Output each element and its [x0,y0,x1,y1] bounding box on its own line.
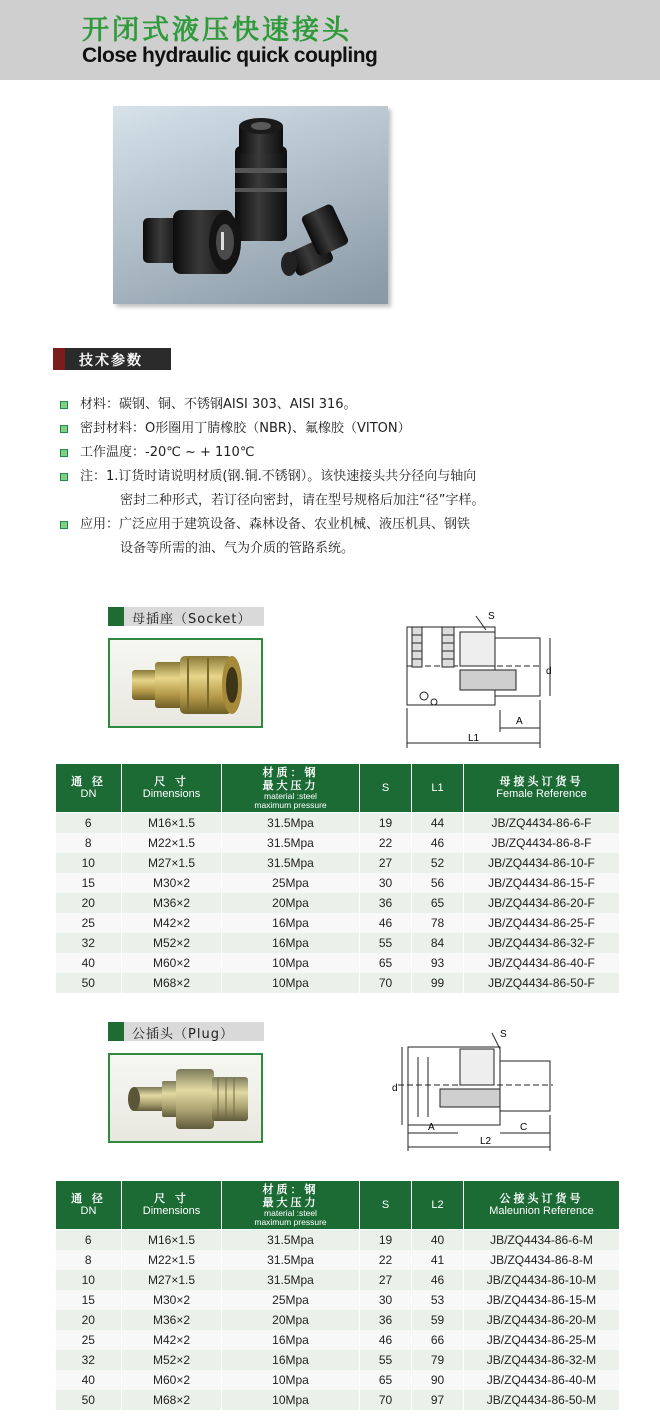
bullet-icon [60,449,68,457]
table-cell: 40 [412,1230,464,1250]
table-cell: 36 [360,893,412,913]
plug-technical-drawing [388,1025,558,1159]
page-title-cn: 开闭式液压快速接头 [82,15,352,46]
table-cell: 31.5Mpa [222,833,360,853]
table-cell: 16Mpa [222,1330,360,1350]
table-cell: 56 [412,873,464,893]
table-cell: 40 [56,1370,122,1390]
table-cell: 50 [56,973,122,993]
table-cell: 10 [56,853,122,873]
table-cell: 93 [412,953,464,973]
table-row [56,913,620,933]
col-header-dn: 通 径 DN [56,764,122,813]
table-row [56,873,620,893]
table-cell: 27 [360,1270,412,1290]
table-cell: 30 [360,1290,412,1310]
table-cell: JB/ZQ4434-86-15-M [464,1290,620,1310]
table-cell: JB/ZQ4434-86-50-M [464,1390,620,1410]
table-cell: JB/ZQ4434-86-25-M [464,1330,620,1350]
table-cell: 53 [412,1290,464,1310]
table-cell: 8 [56,833,122,853]
page-title-en: Close hydraulic quick coupling [82,44,378,67]
table-cell: M68×2 [122,1390,222,1410]
spec-list [60,393,620,561]
table-cell: 36 [360,1310,412,1330]
col-header-material: 材质：钢 最大压力 material :steel maximum pressure [222,764,360,813]
plug-drawing-svg [388,1025,558,1155]
bullet-icon [60,425,68,433]
table-cell: 46 [412,1270,464,1290]
table-cell: 70 [360,973,412,993]
spec-text: 应用：广泛应用于建筑设备、森林设备、农业机械、液压机具、钢铁 [80,517,471,532]
plug-photo-illustration [110,1055,261,1141]
table-cell: 32 [56,933,122,953]
table-cell: 16Mpa [222,913,360,933]
table-cell: 31.5Mpa [222,1230,360,1250]
table-row [56,833,620,853]
table-cell: 31.5Mpa [222,1250,360,1270]
spec-text: 工作温度：-20℃ ~ + 110℃ [80,445,255,460]
table-cell: 70 [360,1390,412,1410]
col-header-reference: 公接头订货号 Maleunion Reference [464,1181,620,1230]
table-cell: 52 [412,853,464,873]
table-row [56,1270,620,1290]
socket-heading [108,607,264,626]
socket-technical-drawing [400,610,560,754]
product-photo [113,106,388,304]
table-cell: 31.5Mpa [222,813,360,833]
table-row [56,1230,620,1250]
table-cell: JB/ZQ4434-86-25-F [464,913,620,933]
table-cell: 19 [360,1230,412,1250]
table-cell: M27×1.5 [122,1270,222,1290]
table-cell: 97 [412,1390,464,1410]
coupling-photo-illustration [113,106,388,304]
spec-text: 材料：碳钢、铜、不锈钢AISI 303、AISI 316。 [80,397,357,412]
table-cell: JB/ZQ4434-86-50-F [464,973,620,993]
table-cell: 16Mpa [222,933,360,953]
table-row [56,973,620,993]
table-cell: M16×1.5 [122,1230,222,1250]
table-cell: M42×2 [122,913,222,933]
table-cell: 40 [56,953,122,973]
table-cell: 46 [360,1330,412,1350]
bullet-icon [60,401,68,409]
table-row [56,893,620,913]
table-cell: JB/ZQ4434-86-15-F [464,873,620,893]
drawing-label-d: d [546,666,552,677]
table-header-row [56,764,620,813]
table-cell: JB/ZQ4434-86-40-M [464,1370,620,1390]
table-cell: 31.5Mpa [222,1270,360,1290]
table-cell: M36×2 [122,893,222,913]
drawing-label-l1: L1 [468,733,480,744]
bullet-icon [60,473,68,481]
table-cell: 25Mpa [222,873,360,893]
col-header-s: S [360,1181,412,1230]
table-cell: M42×2 [122,1330,222,1350]
table-cell: 22 [360,833,412,853]
spec-text-continued: 设备等所需的油、气为介质的管路系统。 [120,541,355,556]
table-cell: 20 [56,893,122,913]
col-header-dimensions: 尺 寸 Dimensions [122,1181,222,1230]
table-cell: 10Mpa [222,1390,360,1410]
table-cell: 84 [412,933,464,953]
table-cell: 31.5Mpa [222,853,360,873]
table-cell: M36×2 [122,1310,222,1330]
table-cell: 65 [360,953,412,973]
table-cell: JB/ZQ4434-86-6-F [464,813,620,833]
table-cell: 15 [56,1290,122,1310]
drawing-label-s: S [488,611,495,622]
table-header-row [56,1181,620,1230]
table-cell: M68×2 [122,973,222,993]
table-cell: 44 [412,813,464,833]
table-cell: 20Mpa [222,893,360,913]
table-cell: 16Mpa [222,1350,360,1370]
table-cell: M52×2 [122,933,222,953]
table-cell: M60×2 [122,1370,222,1390]
drawing-label-d: d [392,1083,398,1094]
table-row [56,1290,620,1310]
spec-text: 密封材料：O形圈用丁腈橡胶（NBR)、氟橡胶（VITON） [80,421,411,436]
table-cell: 32 [56,1350,122,1370]
table-cell: 15 [56,873,122,893]
tech-params-title: 技术参数 [79,353,143,369]
table-cell: 46 [360,913,412,933]
bullet-icon [60,521,68,529]
table-row [56,1350,620,1370]
table-cell: 90 [412,1370,464,1390]
table-row [56,1250,620,1270]
table-cell: M22×1.5 [122,1250,222,1270]
table-cell: JB/ZQ4434-86-20-F [464,893,620,913]
col-header-dn: 通 径 DN [56,1181,122,1230]
table-cell: 66 [412,1330,464,1350]
table-cell: JB/ZQ4434-86-10-M [464,1270,620,1290]
plug-photo [108,1053,263,1143]
table-cell: JB/ZQ4434-86-32-M [464,1350,620,1370]
table-cell: 6 [56,813,122,833]
table-cell: 8 [56,1250,122,1270]
table-cell: JB/ZQ4434-86-40-F [464,953,620,973]
spec-text-continued: 密封二种形式，若订径向密封，请在型号规格后加注“径”字样。 [120,493,485,508]
table-cell: M30×2 [122,873,222,893]
socket-spec-table [55,763,620,993]
table-cell: JB/ZQ4434-86-8-F [464,833,620,853]
table-cell: 59 [412,1310,464,1330]
col-header-l1: L1 [412,764,464,813]
table-cell: M60×2 [122,953,222,973]
drawing-label-a: A [516,716,523,727]
table-cell: 55 [360,933,412,953]
table-cell: JB/ZQ4434-86-20-M [464,1310,620,1330]
drawing-label-s: S [500,1029,507,1040]
table-cell: 41 [412,1250,464,1270]
drawing-label-a: A [428,1122,435,1133]
table-row [56,1390,620,1410]
table-cell: 6 [56,1230,122,1250]
table-row [56,1310,620,1330]
tech-params-heading [53,348,171,370]
col-header-s: S [360,764,412,813]
table-cell: 46 [412,833,464,853]
list-item [60,417,620,441]
table-cell: 78 [412,913,464,933]
table-cell: 25 [56,1330,122,1350]
table-cell: 10Mpa [222,953,360,973]
table-cell: 22 [360,1250,412,1270]
table-cell: 65 [360,1370,412,1390]
table-row [56,813,620,833]
table-cell: 20Mpa [222,1310,360,1330]
table-cell: 10Mpa [222,973,360,993]
table-row [56,1370,620,1390]
table-cell: 65 [412,893,464,913]
table-cell: 25 [56,913,122,933]
table-cell: M16×1.5 [122,813,222,833]
socket-drawing-svg [400,610,560,750]
table-cell: M22×1.5 [122,833,222,853]
list-item [60,465,620,513]
drawing-label-l2: L2 [480,1136,492,1147]
table-cell: 10Mpa [222,1370,360,1390]
table-cell: 79 [412,1350,464,1370]
table-cell: 20 [56,1310,122,1330]
list-item [60,441,620,465]
spec-text: 注：1.订货时请说明材质(钢.铜.不锈钢）。该快速接头共分径向与轴向 [80,469,477,484]
table-cell: 55 [360,1350,412,1370]
table-cell: JB/ZQ4434-86-32-F [464,933,620,953]
plug-spec-table [55,1180,620,1410]
list-item [60,393,620,417]
table-cell: 27 [360,853,412,873]
table-row [56,853,620,873]
plug-label: 公插头（Plug） [132,1027,234,1042]
col-header-reference: 母接头订货号 Female Reference [464,764,620,813]
table-cell: 30 [360,873,412,893]
table-cell: M27×1.5 [122,853,222,873]
table-cell: JB/ZQ4434-86-6-M [464,1230,620,1250]
table-cell: 10 [56,1270,122,1290]
list-item [60,513,620,561]
table-row [56,933,620,953]
table-cell: 19 [360,813,412,833]
page-header [0,0,660,80]
socket-photo-illustration [110,640,261,726]
socket-label: 母插座（Socket） [132,612,252,627]
table-cell: 50 [56,1390,122,1410]
table-cell: JB/ZQ4434-86-10-F [464,853,620,873]
col-header-l2: L2 [412,1181,464,1230]
socket-photo [108,638,263,728]
table-cell: M52×2 [122,1350,222,1370]
table-cell: M30×2 [122,1290,222,1310]
drawing-label-c: C [520,1122,528,1133]
col-header-dimensions: 尺 寸 Dimensions [122,764,222,813]
table-row [56,953,620,973]
table-cell: 25Mpa [222,1290,360,1310]
table-row [56,1330,620,1350]
table-cell: JB/ZQ4434-86-8-M [464,1250,620,1270]
col-header-material: 材质：钢 最大压力 material :steel maximum pressure [222,1181,360,1230]
plug-heading [108,1022,264,1041]
table-cell: 99 [412,973,464,993]
